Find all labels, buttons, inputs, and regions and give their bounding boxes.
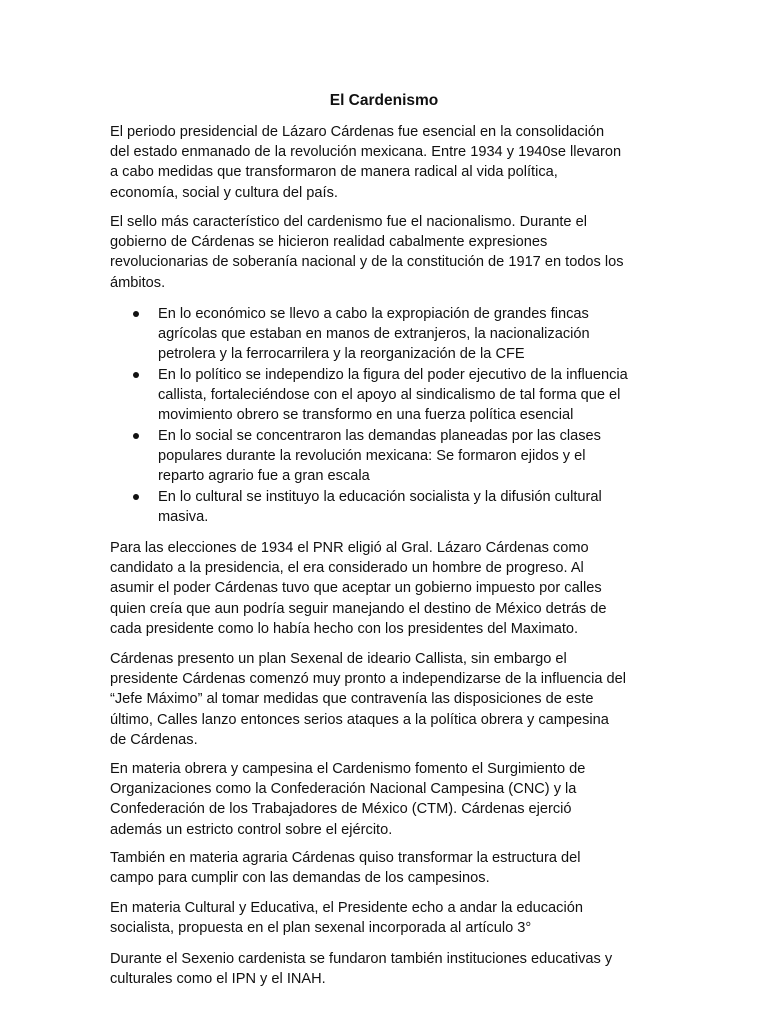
- bullet-icon: [133, 433, 139, 439]
- bullet-icon: [133, 494, 139, 500]
- text-line: “Jefe Máximo” al tomar medidas que contravenía las disposiciones de este: [110, 691, 594, 708]
- text-line: En lo político se independizo la figura del poder ejecutivo de la influencia: [158, 367, 628, 383]
- text-line: del estado enmanado de la revolución mexicana. Entre 1934 y 1940se llevaron: [110, 144, 622, 161]
- paragraph: [110, 949, 670, 989]
- paragraph: [110, 649, 670, 750]
- text-line: presidente Cárdenas comenzó muy pronto a independizarse de la influencia del: [110, 671, 626, 688]
- bullet-icon: [133, 311, 139, 317]
- text-line: cada presidente como lo había hecho con los presidentes del Maximato.: [110, 620, 579, 637]
- text-line: También en materia agraria Cárdenas quiso transformar la estructura del: [110, 850, 581, 866]
- text-line: En materia obrera y campesina el Cardenismo fomento el Surgimiento de: [110, 761, 586, 777]
- text-line: El sello más característico del cardenismo fue el nacionalismo. Durante el: [110, 214, 587, 230]
- list-item: [130, 487, 698, 527]
- text-line: callista, fortaleciéndose con el apoyo al sindicalismo de tal forma que el: [158, 387, 621, 404]
- text-line: reparto agrario fue a gran escala: [158, 468, 370, 485]
- paragraph: [110, 538, 670, 639]
- list-item: [130, 304, 698, 365]
- text-line: En lo social se concentraron las demandas planeadas por las clases: [158, 428, 601, 444]
- paragraph: [110, 848, 670, 888]
- text-line: culturales como el IPN y el INAH.: [110, 971, 326, 988]
- text-line: El periodo presidencial de Lázaro Cárdenas fue esencial en la consolidación: [110, 124, 605, 140]
- text-line: socialista, propuesta en el plan sexenal incorporada al artículo 3°: [110, 920, 532, 937]
- paragraph: [110, 898, 670, 938]
- text-line: asumir el poder Cárdenas tuvo que aceptar un gobierno impuesto por calles: [110, 580, 602, 597]
- paragraph: [110, 212, 670, 293]
- text-line: masiva.: [158, 509, 209, 526]
- text-line: revolucionarias de soberanía nacional y de la constitución de 1917 en todos los: [110, 254, 624, 271]
- text-line: Confederación de los Trabajadores de México (CTM). Cárdenas ejerció: [110, 801, 572, 818]
- text-line: Para las elecciones de 1934 el PNR eligió al Gral. Lázaro Cárdenas como: [110, 540, 589, 556]
- paragraph: [110, 759, 670, 840]
- paragraph: [110, 122, 670, 203]
- text-line: agrícolas que estaban en manos de extranjeros, la nacionalización: [158, 326, 590, 343]
- text-line: último, Calles lanzo entonces serios ataques a la política obrera y campesina: [110, 711, 609, 728]
- text-line: petrolera y la ferrocarrilera y la reorganización de la CFE: [158, 346, 525, 363]
- text-line: Organizaciones como la Confederación Nacional Campesina (CNC) y la: [110, 781, 577, 798]
- document-title: El Cardenismo: [329, 92, 439, 109]
- text-line: ámbitos.: [110, 274, 166, 291]
- text-line: de Cárdenas.: [110, 731, 198, 748]
- text-line: populares durante la revolución mexicana: Se formaron ejidos y el: [158, 448, 586, 465]
- text-line: movimiento obrero se transformo en una fuerza política esencial: [158, 407, 574, 424]
- text-line: En lo económico se llevo a cabo la expropiación de grandes fincas: [158, 306, 589, 322]
- text-line: Cárdenas presento un plan Sexenal de ideario Callista, sin embargo el: [110, 651, 567, 667]
- text-line: además un estricto control sobre el ejército.: [110, 821, 393, 838]
- text-line: En lo cultural se instituyo la educación socialista y la difusión cultural: [158, 489, 602, 505]
- text-line: quien creía que aun podría seguir manejando el destino de México detrás de: [110, 600, 607, 617]
- text-line: a cabo medidas que transformaron de manera radical al vida política,: [110, 164, 558, 181]
- text-line: candidato a la presidencia, el era considerado un hombre de progreso. Al: [110, 560, 584, 577]
- text-line: Durante el Sexenio cardenista se fundaron también instituciones educativas y: [110, 951, 613, 967]
- text-line: campo para cumplir con las demandas de los campesinos.: [110, 870, 490, 887]
- text-line: En materia Cultural y Educativa, el Presidente echo a andar la educación: [110, 900, 583, 916]
- text-line: economía, social y cultura del país.: [110, 184, 338, 201]
- bullet-icon: [133, 372, 139, 378]
- text-line: gobierno de Cárdenas se hicieron realidad cabalmente expresiones: [110, 234, 548, 251]
- list-item: [130, 426, 698, 487]
- list-item: [130, 365, 698, 426]
